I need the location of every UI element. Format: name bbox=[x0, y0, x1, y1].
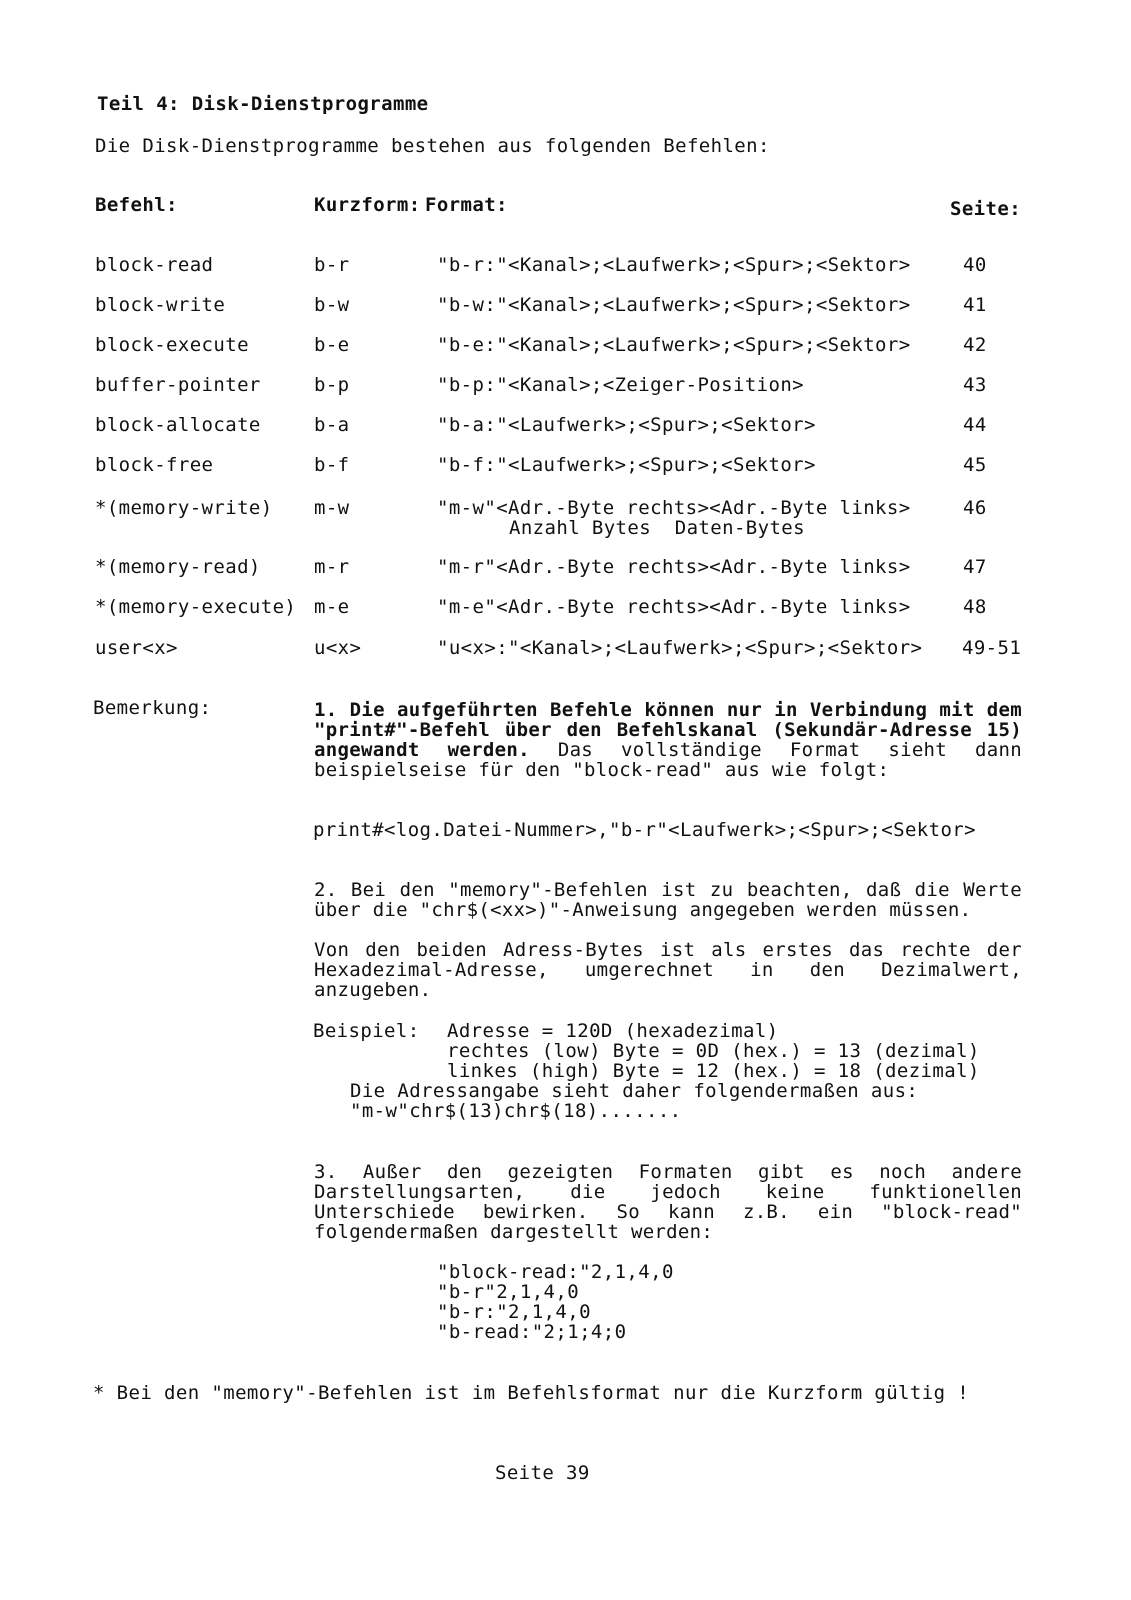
table-row bbox=[0, 455, 1131, 495]
table-row bbox=[0, 638, 1131, 678]
example-line: Adresse = 120D (hexadezimal) bbox=[447, 1020, 779, 1042]
footnote: * Bei den "memory"-Befehlen ist im Befehlsformat nur die Kurzform gültig ! bbox=[93, 1382, 970, 1404]
note-2-p2: Von den beiden Adress-Bytes ist als erstes das rechte der Hexadezimal-Adresse, umgerechnet in den Dezimalwert, anzugeben. bbox=[314, 939, 1022, 1001]
note-1 bbox=[314, 700, 1022, 780]
cell-kurzform: m-r bbox=[314, 556, 350, 578]
note-2-p1: 2. Bei den "memory"-Befehlen ist zu beachten, daß die Werte über die "chr$(<xx>)"-Anweisung angegeben werden müssen. bbox=[314, 879, 1022, 921]
cell-format: "m-w"<Adr.-Byte rechts><Adr.-Byte links> bbox=[437, 497, 911, 519]
intro-text: Die Disk-Dienstprogramme bestehen aus folgenden Befehlen: bbox=[95, 135, 770, 157]
note-3-example: "b-read:"2;1;4;0 bbox=[437, 1321, 627, 1343]
cell-seite: 43 bbox=[963, 374, 987, 396]
cell-seite: 45 bbox=[963, 454, 987, 476]
cell-format: "u<x>:"<Kanal>;<Laufwerk>;<Spur>;<Sektor> bbox=[437, 637, 923, 659]
cell-seite: 41 bbox=[963, 294, 987, 316]
cell-kurzform: b-a bbox=[314, 414, 350, 436]
cell-seite: 49-51 bbox=[962, 637, 1022, 659]
cell-seite: 40 bbox=[963, 254, 987, 276]
cell-befehl: *(memory-read) bbox=[95, 556, 261, 578]
remarks-label: Bemerkung: bbox=[93, 697, 212, 719]
cell-befehl: *(memory-write) bbox=[95, 497, 273, 519]
note-1-example: print#<log.Datei-Nummer>,"b-r"<Laufwerk>;<Spur>;<Sektor> bbox=[313, 819, 976, 841]
example-line: rechtes (low) Byte = 0D (hex.) = 13 (dezimal) bbox=[447, 1040, 980, 1062]
cell-format-continuation: Anzahl Bytes Daten-Bytes bbox=[509, 517, 805, 539]
table-row bbox=[0, 498, 1131, 538]
cell-befehl: block-write bbox=[95, 294, 226, 316]
example-result-text: Die Adressangabe sieht daher folgendermaßen aus: bbox=[350, 1080, 919, 1102]
table-row bbox=[0, 335, 1131, 375]
table-row bbox=[0, 557, 1131, 597]
cell-kurzform: u<x> bbox=[314, 637, 362, 659]
table-row bbox=[0, 415, 1131, 455]
cell-befehl: block-free bbox=[95, 454, 214, 476]
page-number: Seite 39 bbox=[495, 1462, 590, 1484]
cell-kurzform: b-f bbox=[314, 454, 350, 476]
cell-seite: 44 bbox=[963, 414, 987, 436]
note-1-bold: 1. Die aufgeführten Befehle können nur in Verbindung mit dem "print#"-Befehl über den Befehlskanal (Sekundär-Adresse 15) angewandt werden. bbox=[314, 699, 1022, 761]
table-row bbox=[0, 295, 1131, 335]
cell-kurzform: b-e bbox=[314, 334, 350, 356]
cell-format: "b-w:"<Kanal>;<Laufwerk>;<Spur>;<Sektor> bbox=[437, 294, 911, 316]
cell-befehl: block-allocate bbox=[95, 414, 261, 436]
example-result-code: "m-w"chr$(13)chr$(18)....... bbox=[350, 1100, 682, 1122]
cell-kurzform: m-e bbox=[314, 596, 350, 618]
cell-format: "b-f:"<Laufwerk>;<Spur>;<Sektor> bbox=[437, 454, 816, 476]
cell-format: "b-e:"<Kanal>;<Laufwerk>;<Spur>;<Sektor> bbox=[437, 334, 911, 356]
cell-format: "b-p:"<Kanal>;<Zeiger-Position> bbox=[437, 374, 805, 396]
table-row bbox=[0, 375, 1131, 415]
header-kurzform: Kurzform: bbox=[314, 194, 421, 216]
cell-befehl: block-execute bbox=[95, 334, 249, 356]
note-1-rest: Das vollständige Format sieht dann beispielseise für den "block-read" aus wie folgt: bbox=[314, 739, 1022, 781]
cell-kurzform: b-w bbox=[314, 294, 350, 316]
cell-kurzform: m-w bbox=[314, 497, 350, 519]
cell-befehl: *(memory-execute) bbox=[95, 596, 297, 618]
cell-format: "b-r:"<Kanal>;<Laufwerk>;<Spur>;<Sektor> bbox=[437, 254, 911, 276]
cell-format: "m-r"<Adr.-Byte rechts><Adr.-Byte links> bbox=[437, 556, 911, 578]
cell-befehl: user<x> bbox=[95, 637, 178, 659]
cell-format: "m-e"<Adr.-Byte rechts><Adr.-Byte links> bbox=[437, 596, 911, 618]
cell-format: "b-a:"<Laufwerk>;<Spur>;<Sektor> bbox=[437, 414, 816, 436]
example-label: Beispiel: bbox=[313, 1020, 420, 1042]
cell-befehl: block-read bbox=[95, 254, 214, 276]
table-row bbox=[0, 255, 1131, 295]
header-befehl: Befehl: bbox=[95, 194, 178, 216]
header-seite: Seite: bbox=[950, 198, 1022, 220]
note-3-example: "block-read:"2,1,4,0 bbox=[437, 1261, 674, 1283]
example-line: linkes (high) Byte = 12 (hex.) = 18 (dezimal) bbox=[447, 1060, 980, 1082]
cell-seite: 42 bbox=[963, 334, 987, 356]
cell-seite: 47 bbox=[963, 556, 987, 578]
cell-kurzform: b-p bbox=[314, 374, 350, 396]
header-format: Format: bbox=[425, 194, 508, 216]
note-3: 3. Außer den gezeigten Formaten gibt es noch andere Darstellungsarten, die jedoch keine funktionellen Unterschiede bewirken. So kann z.B. ein "block-read" folgendermaßen dargestellt werden: bbox=[314, 1161, 1022, 1243]
cell-seite: 48 bbox=[963, 596, 987, 618]
table-row bbox=[0, 597, 1131, 637]
section-title: Teil 4: Disk-Dienstprogramme bbox=[97, 93, 429, 115]
note-3-example: "b-r"2,1,4,0 bbox=[437, 1281, 580, 1303]
cell-seite: 46 bbox=[963, 497, 987, 519]
cell-kurzform: b-r bbox=[314, 254, 350, 276]
note-3-example: "b-r:"2,1,4,0 bbox=[437, 1301, 591, 1323]
cell-befehl: buffer-pointer bbox=[95, 374, 261, 396]
